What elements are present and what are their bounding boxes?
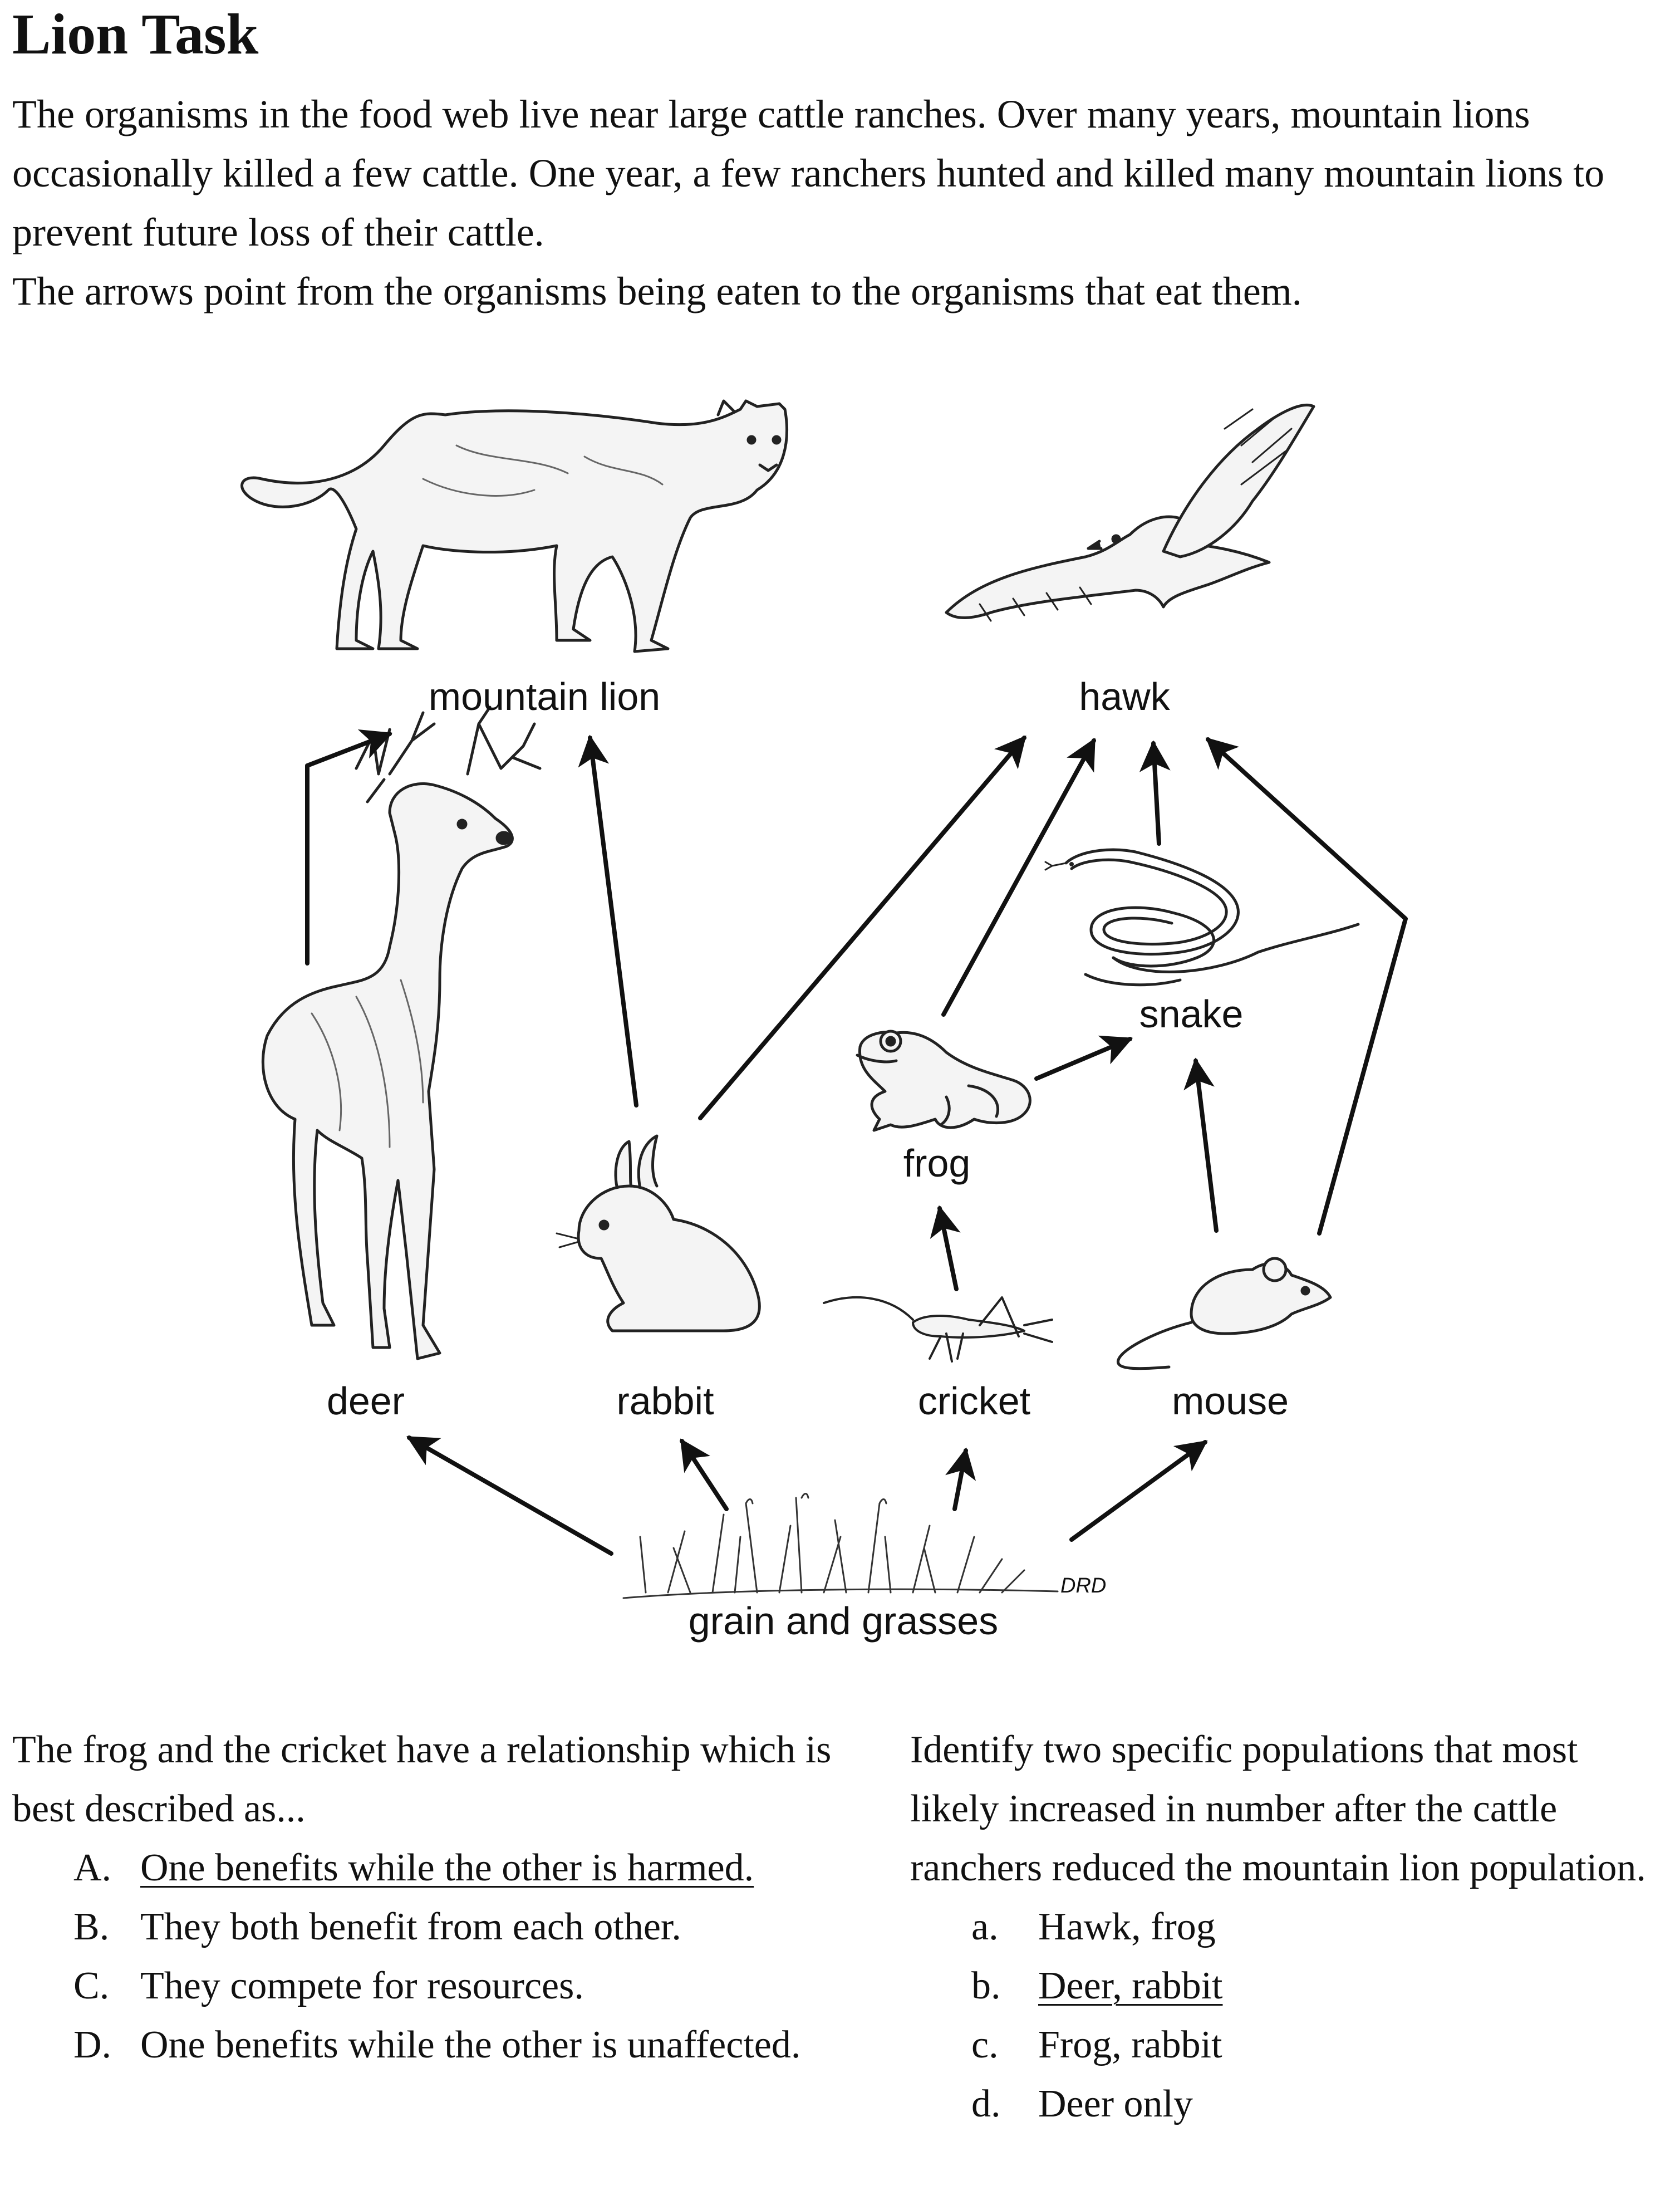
option-letter: C. <box>73 1964 110 2007</box>
question-1-option-d[interactable] <box>12 2016 836 2075</box>
question-1 <box>12 1721 836 2075</box>
question-2-options <box>910 1898 1673 2134</box>
option-letter: c. <box>971 2023 999 2066</box>
intro-paragraph-1: The organisms in the food web live near large cattle ranches. Over many years, mountain lions occasionally killed a few cattle. One year, a few ranchers hunted and killed many mountain lions to prevent future loss of their cattle. <box>12 92 1605 254</box>
option-letter: b. <box>971 1964 1001 2007</box>
option-text: Deer only <box>1038 2082 1193 2125</box>
option-letter: B. <box>73 1905 110 1948</box>
option-letter: D. <box>73 2023 112 2066</box>
option-letter: d. <box>971 2082 1001 2125</box>
label-grain-and-grasses: grain and grasses <box>688 1599 999 1643</box>
grasses-illustration <box>623 1494 1058 1599</box>
label-cricket: cricket <box>917 1379 1031 1423</box>
question-1-prompt: The frog and the cricket have a relationship which is best described as... <box>12 1728 832 1830</box>
arrow-grasses-to-cricket <box>955 1451 966 1509</box>
arrow-frog-to-hawk <box>944 741 1094 1015</box>
label-frog: frog <box>903 1141 971 1185</box>
question-2-option-c[interactable] <box>910 2016 1673 2075</box>
intro-text <box>12 85 1671 321</box>
option-text: Deer, rabbit <box>1038 1964 1223 2007</box>
arrow-snake-to-hawk <box>1153 743 1159 844</box>
option-letter: a. <box>971 1905 999 1948</box>
rabbit-illustration <box>557 1136 759 1331</box>
option-text: One benefits while the other is unaffected. <box>140 2023 801 2066</box>
artist-signature: DRD <box>1060 1574 1107 1598</box>
arrow-grasses-to-rabbit <box>682 1441 726 1509</box>
deer-illustration <box>263 707 540 1359</box>
option-text: Hawk, frog <box>1038 1905 1216 1948</box>
option-text: Frog, rabbit <box>1038 2023 1222 2066</box>
snake-illustration <box>1045 850 1358 985</box>
question-2-option-b[interactable] <box>910 1957 1673 2016</box>
mountain-lion-illustration <box>242 401 787 651</box>
arrow-grasses-to-deer <box>409 1438 611 1554</box>
arrow-rabbit-to-mountain-lion <box>590 738 636 1105</box>
label-snake: snake <box>1139 992 1244 1036</box>
label-rabbit: rabbit <box>616 1379 714 1423</box>
hawk-illustration <box>946 405 1314 621</box>
label-mouse: mouse <box>1171 1379 1289 1423</box>
option-text: One benefits while the other is harmed. <box>140 1846 754 1889</box>
option-text: They compete for resources. <box>140 1964 584 2007</box>
arrow-grasses-to-mouse <box>1072 1442 1205 1540</box>
question-2 <box>910 1721 1673 2134</box>
arrow-mouse-to-hawk <box>1208 739 1406 1233</box>
arrow-frog-to-snake <box>1037 1039 1130 1079</box>
question-2-prompt: Identify two specific populations that most likely increased in number after the cattle ranchers reduced the mountain lion population. <box>910 1728 1646 1889</box>
question-1-option-a[interactable] <box>12 1839 836 1898</box>
label-deer: deer <box>326 1379 405 1423</box>
label-hawk: hawk <box>1079 675 1170 718</box>
question-2-option-d[interactable] <box>910 2075 1673 2134</box>
page-title: Lion Task <box>12 2 259 66</box>
question-1-option-c[interactable] <box>12 1957 836 2016</box>
frog-illustration <box>857 1031 1030 1130</box>
arrow-mouse-to-snake <box>1196 1061 1216 1231</box>
option-text: They both benefit from each other. <box>140 1905 681 1948</box>
mouse-illustration <box>1118 1258 1330 1369</box>
cricket-illustration <box>824 1297 1052 1361</box>
label-mountain-lion: mountain lion <box>428 675 661 718</box>
arrow-cricket-to-frog <box>940 1208 956 1289</box>
intro-paragraph-2: The arrows point from the organisms being eaten to the organisms that eat them. <box>12 269 1302 313</box>
question-2-option-a[interactable] <box>910 1898 1673 1957</box>
option-letter: A. <box>73 1846 112 1889</box>
question-1-options <box>12 1839 836 2075</box>
question-1-option-b[interactable] <box>12 1898 836 1957</box>
food-web-diagram <box>0 334 1680 1670</box>
